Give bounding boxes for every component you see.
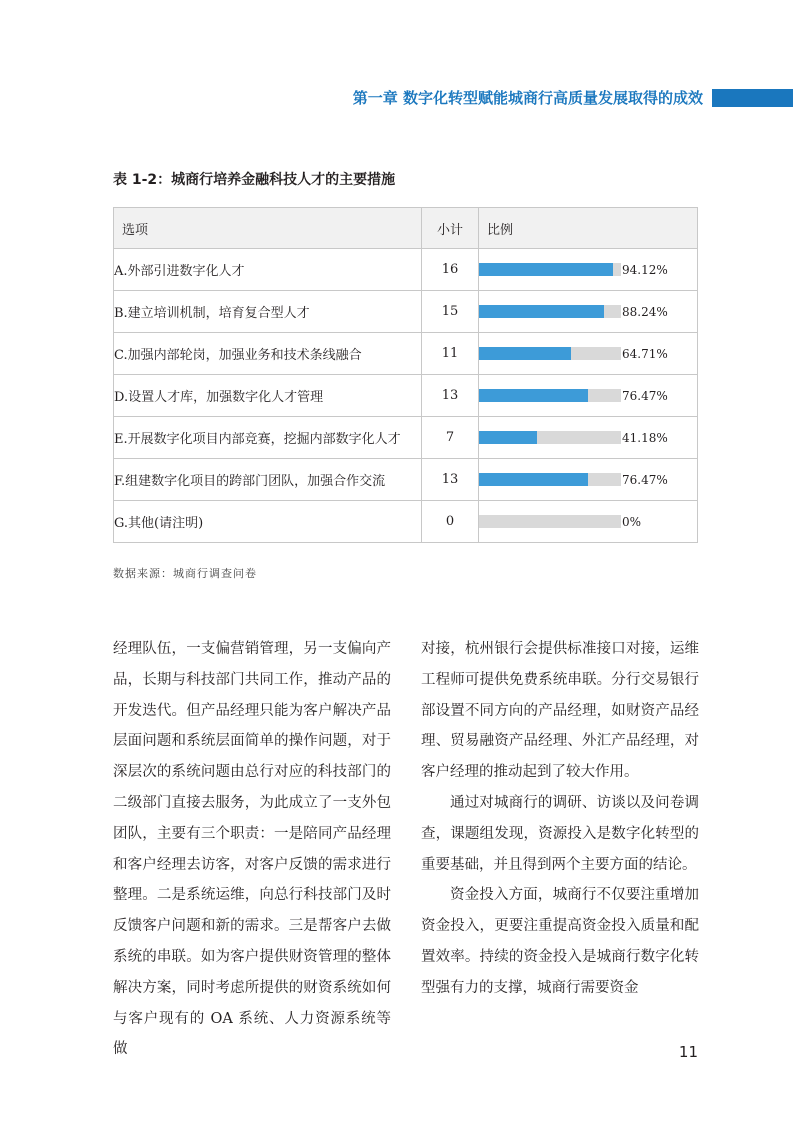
ratio-percent: 64.71%	[622, 346, 668, 361]
ratio-percent: 76.47%	[622, 388, 668, 403]
option-ratio	[479, 417, 698, 459]
option-ratio	[479, 291, 698, 333]
table-row	[114, 459, 698, 501]
option-label: E.开展数字化项目内部竞赛，挖掘内部数字化人才	[114, 417, 422, 459]
option-count: 13	[422, 375, 479, 417]
option-label: A.外部引进数字化人才	[114, 249, 422, 291]
page-number: 11	[678, 1043, 698, 1061]
option-label: G.其他(请注明)	[114, 501, 422, 543]
table-row	[114, 333, 698, 375]
table-row	[114, 249, 698, 291]
table-row	[114, 417, 698, 459]
table-body	[114, 249, 698, 543]
ratio-percent: 41.18%	[622, 430, 668, 445]
ratio-percent: 76.47%	[622, 472, 668, 487]
body-paragraph: 经理队伍，一支偏营销管理，另一支偏向产品，长期与科技部门共同工作，推动产品的开发迭代。但产品经理只能为客户解决产品层面问题和系统层面简单的操作问题，对于深层次的系统问题由总行对应的科技部门的二级部门直接去服务，为此成立了一支外包团队，主要有三个职责：一是陪同产品经理和客户经理去访客，对客户反馈的需求进行整理。二是系统运维，向总行科技部门及时反馈客户问题和新的需求。三是帮客户去做系统的串联。如为客户提供财资管理的整体解决方案，同时考虑所提供的财资系统如何与客户现有的 OA 系统、人力资源系统等做	[113, 641, 391, 1058]
option-label: D.设置人才库，加强数字化人才管理	[114, 375, 422, 417]
ratio-bar-fill	[479, 347, 571, 360]
ratio-bar-track	[479, 473, 621, 486]
header-option: 选项	[114, 208, 422, 249]
table-row	[114, 501, 698, 543]
ratio-bar-track	[479, 431, 621, 444]
ratio-bar-fill	[479, 473, 588, 486]
table-caption: 表 1-2：城商行培养金融科技人才的主要措施	[113, 172, 396, 188]
option-ratio	[479, 333, 698, 375]
option-count: 11	[422, 333, 479, 375]
option-count: 13	[422, 459, 479, 501]
ratio-bar-fill	[479, 431, 537, 444]
option-count: 15	[422, 291, 479, 333]
body-column-right	[421, 634, 699, 1004]
ratio-bar-track	[479, 347, 621, 360]
ratio-percent: 0%	[622, 514, 642, 529]
ratio-bar-track	[479, 305, 621, 318]
source-note: 数据来源：城商行调查问卷	[113, 567, 257, 580]
body-paragraph: 对接，杭州银行会提供标准接口对接，运维工程师可提供免费系统串联。分行交易银行部设置不同方向的产品经理，如财资产品经理、贸易融资产品经理、外汇产品经理，对客户经理的推动起到了较大作用。	[421, 641, 699, 781]
ratio-percent: 94.12%	[622, 262, 668, 277]
ratio-percent: 88.24%	[622, 304, 668, 319]
option-ratio	[479, 249, 698, 291]
chapter-title: 第一章 数字化转型赋能城商行高质量发展取得的成效	[352, 89, 703, 107]
body-paragraph: 通过对城商行的调研、访谈以及问卷调查，课题组发现，资源投入是数字化转型的重要基础，并且得到两个主要方面的结论。	[421, 794, 699, 873]
table-row	[114, 291, 698, 333]
body-paragraph: 资金投入方面，城商行不仅要注重增加资金投入，更要注重提高资金投入质量和配置效率。持续的资金投入是城商行数字化转型强有力的支撑，城商行需要资金	[421, 887, 699, 996]
option-count: 0	[422, 501, 479, 543]
header-count: 小计	[422, 208, 479, 249]
ratio-bar-track	[479, 389, 621, 402]
ratio-bar-track	[479, 515, 621, 528]
option-count: 7	[422, 417, 479, 459]
chapter-header	[0, 88, 793, 108]
ratio-bar-track	[479, 263, 621, 276]
table-row	[114, 375, 698, 417]
body-column-left	[113, 634, 391, 1065]
ratio-bar-fill	[479, 305, 604, 318]
option-ratio	[479, 501, 698, 543]
option-label: C.加强内部轮岗，加强业务和技术条线融合	[114, 333, 422, 375]
header-ratio: 比例	[479, 208, 698, 249]
ratio-bar-fill	[479, 389, 588, 402]
option-label: F.组建数字化项目的跨部门团队，加强合作交流	[114, 459, 422, 501]
option-ratio	[479, 459, 698, 501]
option-count: 16	[422, 249, 479, 291]
chapter-accent-bar	[712, 89, 793, 107]
option-ratio	[479, 375, 698, 417]
ratio-bar-fill	[479, 263, 613, 276]
option-label: B.建立培训机制，培育复合型人才	[114, 291, 422, 333]
table-header-row	[114, 208, 698, 249]
survey-table	[113, 207, 698, 543]
